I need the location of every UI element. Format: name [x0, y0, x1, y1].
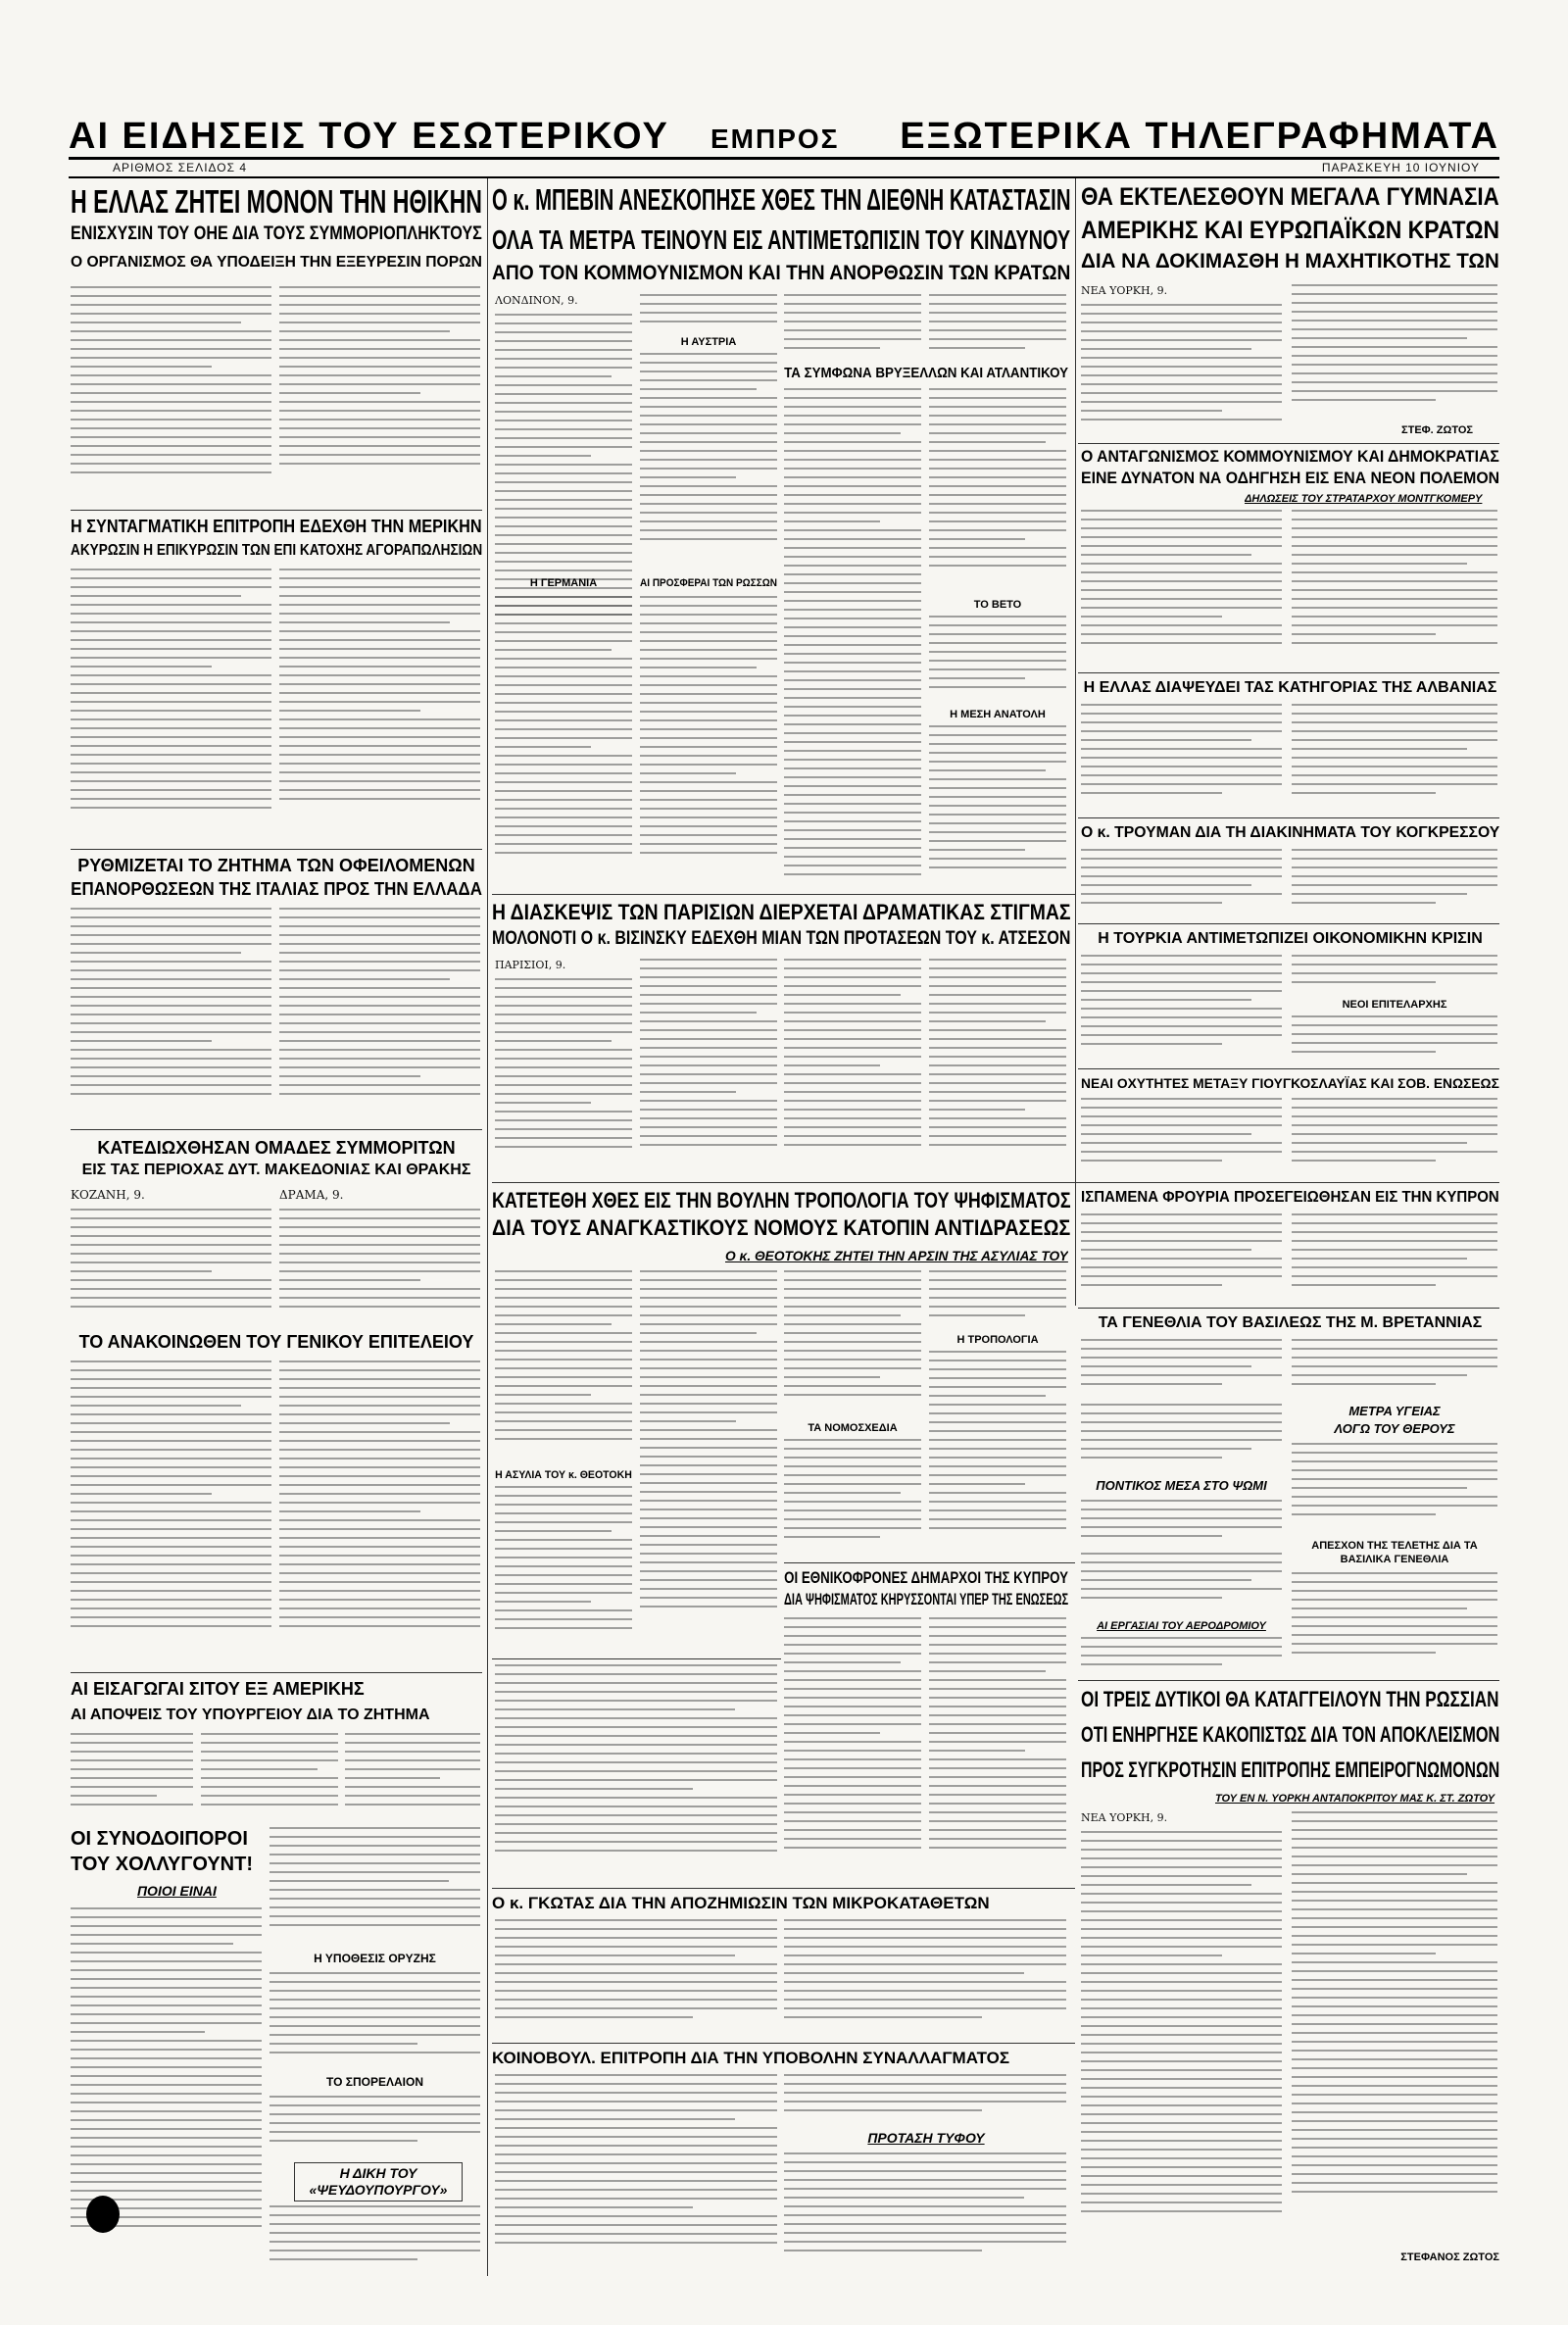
- article-text: [71, 1733, 193, 1821]
- dateline: ΔΡΑΜΑ, 9.: [279, 1188, 344, 1202]
- article-text: [1292, 510, 1497, 667]
- headline: ΟΛΑ ΤΑ ΜΕΤΡΑ ΤΕΙΝΟΥΝ ΕΙΣ ΑΝΤΙΜΕΤΩΠΙΣΙΝ ΤΟΥ ΚΙΝΔΥΝΟΥ: [492, 224, 1071, 255]
- headline: ΔΙΑ ΨΗΦΙΣΜΑΤΟΣ ΚΗΡΥΣΣΟΝΤΑΙ ΥΠΕΡ ΤΗΣ ΕΝΩΣΕΩΣ: [784, 1590, 1069, 1608]
- article-text: [495, 294, 632, 647]
- article-text: [784, 1919, 1066, 2037]
- article-text: [640, 959, 777, 1174]
- subheadline: ΛΟΓΩ ΤΟΥ ΘΕΡΟΥΣ: [1334, 1421, 1455, 1436]
- article-text: [1292, 1213, 1497, 1302]
- article-separator: [492, 894, 1075, 895]
- article-separator: [1078, 672, 1499, 673]
- article-text: [1292, 284, 1497, 421]
- headline: ΡΥΘΜΙΖΕΤΑΙ ΤΟ ΖΗΤΗΜΑ ΤΩΝ ΟΦΕΙΛΟΜΕΝΩΝ: [77, 856, 475, 875]
- headline: ΕΙΝΕ ΔΥΝΑΤΟΝ ΝΑ ΟΔΗΓΗΣΗ ΕΙΣ ΕΝΑ ΝΕΟΝ ΠΟΛΕΜΟΝ: [1081, 469, 1499, 487]
- article-text: [279, 1360, 480, 1664]
- article-text: [1081, 1500, 1282, 1549]
- article-text: [270, 1827, 480, 1945]
- headline: ΕΝΙΣΧΥΣΙΝ ΤΟΥ ΟΗΕ ΔΙΑ ΤΟΥΣ ΣΥΜΜΟΡΙΟΠΛΗΚΤΟΥΣ: [71, 223, 482, 244]
- article-text: [1292, 1015, 1497, 1064]
- author: ΣΤΕΦΑΝΟΣ ΖΩΤΟΣ: [1400, 2251, 1499, 2263]
- headline: ΕΠΑΝΟΡΘΩΣΕΩΝ ΤΗΣ ΙΤΑΛΙΑΣ ΠΡΟΣ ΤΗΝ ΕΛΛΑΔΑ: [71, 879, 482, 899]
- subheadline: Ο κ. ΘΕΟΤΟΚΗΣ ΖΗΤΕΙ ΤΗΝ ΑΡΣΙΝ ΤΗΣ ΑΣΥΛΙΑΣ ΤΟΥ: [725, 1248, 1068, 1263]
- headline: ΔΙΑ ΝΑ ΔΟΚΙΜΑΣΘΗ Η ΜΑΧΗΤΙΚΟΤΗΣ ΤΩΝ: [1081, 250, 1499, 272]
- headline: Ο κ. ΓΚΩΤΑΣ ΔΙΑ ΤΗΝ ΑΠΟΖΗΜΙΩΣΙΝ ΤΩΝ ΜΙΚΡΟΚΑΤΑΘΕΤΩΝ: [492, 1894, 990, 1912]
- article-text: [279, 1188, 480, 1325]
- article-text: [784, 2074, 1066, 2123]
- section-title-domestic: ΑΙ ΕΙΔΗΣΕΙΣ ΤΟΥ ΕΣΩΤΕΡΙΚΟΥ: [69, 116, 669, 157]
- headline: ΟΤΙ ΕΝΗΡΓΗΣΕ ΚΑΚΟΠΙΣΤΩΣ ΔΙΑ ΤΟΝ ΑΠΟΚΛΕΙΣΜΟΝ: [1081, 1722, 1500, 1747]
- subheadline: ΠΟΙΟΙ ΕΙΝΑΙ: [137, 1883, 217, 1899]
- headline: ΚΟΙΝΟΒΟΥΛ. ΕΠΙΤΡΟΠΗ ΔΙΑ ΤΗΝ ΥΠΟΒΟΛΗΝ ΣΥΝΑΛΛΑΓΜΑΤΟΣ: [492, 2049, 1010, 2067]
- article-text: [1081, 1213, 1282, 1302]
- subheadline: Η ΥΠΟΘΕΣΙΣ ΟΡΥΖΗΣ: [314, 1952, 436, 1965]
- article-text: [1081, 704, 1282, 812]
- article-text: [929, 616, 1066, 704]
- article-text: [495, 1486, 632, 1653]
- headline: ΕΙΣ ΤΑΣ ΠΕΡΙΟΧΑΣ ΔΥΤ. ΜΑΚΕΔΟΝΙΑΣ ΚΑΙ ΘΡΑΚΗΣ: [81, 1162, 471, 1178]
- article-separator: [492, 2043, 1075, 2044]
- headline: ΑΙ ΕΙΣΑΓΩΓΑΙ ΣΙΤΟΥ ΕΞ ΑΜΕΡΙΚΗΣ: [71, 1679, 365, 1699]
- headline: ΑΠΟ ΤΟΝ ΚΟΜΜΟΥΝΙΣΜΟΝ ΚΑΙ ΤΗΝ ΑΝΟΡΘΩΣΙΝ ΤΩΝ ΚΡΑΤΩΝ: [492, 262, 1071, 284]
- headline: Η ΕΛΛΑΣ ΔΙΑΨΕΥΔΕΙ ΤΑΣ ΚΑΤΗΓΟΡΙΑΣ ΤΗΣ ΑΛΒΑΝΙΑΣ: [1083, 679, 1497, 696]
- article-text: [1292, 849, 1497, 917]
- article-text: [270, 2205, 480, 2270]
- headline: ΟΙ ΤΡΕΙΣ ΔΥΤΙΚΟΙ ΘΑ ΚΑΤΑΓΓΕΙΛΟΥΝ ΤΗΝ ΡΩΣΣΙΑΝ: [1081, 1687, 1499, 1711]
- headline: ΤΟ ΑΝΑΚΟΙΝΩΘΕΝ ΤΟΥ ΓΕΝΙΚΟΥ ΕΠΙΤΕΛΕΙΟΥ: [78, 1332, 474, 1352]
- dateline: ΝΕΑ ΥΟΡΚΗ, 9.: [1081, 284, 1168, 297]
- article-separator: [1078, 923, 1499, 924]
- article-text: [784, 2152, 1066, 2270]
- headline: ΔΙΑ ΤΟΥΣ ΑΝΑΓΚΑΣΤΙΚΟΥΣ ΝΟΜΟΥΣ ΚΑΤΟΠΙΝ ΑΝΤΙΔΡΑΣΕΩΣ: [492, 1215, 1070, 1240]
- headline: Η ΣΥΝΤΑΓΜΑΤΙΚΗ ΕΠΙΤΡΟΠΗ ΕΔΕΧΘΗ ΤΗΝ ΜΕΡΙΚΗΝ: [71, 517, 482, 536]
- boxed-headline: [294, 2162, 463, 2201]
- section-title-foreign: ΕΞΩΤΕΡΙΚΑ ΤΗΛΕΓΡΑΦΗΜΑΤΑ: [900, 116, 1499, 157]
- article-text: [1292, 1098, 1497, 1176]
- article-separator: [1078, 1068, 1499, 1069]
- article-text: [1081, 284, 1282, 441]
- article-separator: [492, 1182, 1499, 1183]
- page-number: ΑΡΙΘΜΟΣ ΣΕΛΙΔΟΣ 4: [113, 161, 248, 174]
- article-separator: [784, 1562, 1075, 1563]
- subheadline: ΤΑ ΣΥΜΦΩΝΑ ΒΡΥΞΕΛΛΩΝ ΚΑΙ ΑΤΛΑΝΤΙΚΟΥ: [784, 365, 1069, 381]
- subheadline: Η ΔΙΚΗ ΤΟΥ «ΨΕΥΔΟΥΠΟΥΡΓΟΥ»: [309, 2165, 448, 2198]
- article-text: [495, 1919, 777, 2037]
- column-divider: [1075, 178, 1076, 1306]
- dateline: ΝΕΑ ΥΟΡΚΗ, 9.: [1081, 1811, 1168, 1824]
- article-text: [784, 1617, 921, 1882]
- subheadline: ΠΡΟΤΑΣΗ ΤΥΦΟΥ: [867, 2130, 985, 2146]
- article-separator: [1078, 817, 1499, 818]
- article-text: [929, 1270, 1066, 1329]
- masthead-rule-bottom: [69, 176, 1499, 178]
- article-text: [279, 286, 480, 502]
- headline: ΚΑΤΕΤΕΘΗ ΧΘΕΣ ΕΙΣ ΤΗΝ ΒΟΥΛΗΝ ΤΡΟΠΟΛΟΓΙΑ ΤΟΥ ΨΗΦΙΣΜΑΤΟΣ: [492, 1188, 1071, 1212]
- article-text: [640, 294, 777, 333]
- subheadline: ΑΙ ΠΡΟΣΦΕΡΑΙ ΤΩΝ ΡΩΣΣΩΝ: [640, 577, 777, 589]
- article-text: [929, 959, 1066, 1174]
- article-text: [1292, 704, 1497, 812]
- headline: Η ΕΛΛΑΣ ΖΗΤΕΙ ΜΟΝΟΝ ΤΗΝ ΗΘΙΚΗΝ: [71, 184, 482, 220]
- article-text: [929, 1617, 1066, 1882]
- subheadline: Η ΤΡΟΠΟΛΟΓΙΑ: [956, 1334, 1039, 1346]
- article-text: [1292, 1339, 1497, 1398]
- article-text: [1081, 849, 1282, 917]
- article-text: [1292, 1443, 1497, 1531]
- article-text: [929, 294, 1066, 363]
- article-text: [1081, 1637, 1282, 1676]
- article-text: [1081, 1404, 1282, 1472]
- subheadline: ΤΑ ΝΟΜΟΣΧΕΔΙΑ: [808, 1422, 898, 1434]
- headline: Ο κ. ΜΠΕΒΙΝ ΑΝΕΣΚΟΠΗΣΕ ΧΘΕΣ ΤΗΝ ΔΙΕΘΝΗ ΚΑΤΑΣΤΑΣΙΝ: [492, 182, 1071, 217]
- article-separator: [71, 849, 482, 850]
- subheadline: ΠΟΝΤΙΚΟΣ ΜΕΣΑ ΣΤΟ ΨΩΜΙ: [1096, 1478, 1267, 1493]
- subheadline: ΑΠΕΣΧΟΝ ΤΗΣ ΤΕΛΕΤΗΣ ΔΙΑ ΤΑ ΒΑΣΙΛΙΚΑ ΓΕΝΕΘΛΙΑ: [1311, 1540, 1478, 1565]
- article-text: [1081, 1553, 1282, 1611]
- article-text: [929, 388, 1066, 594]
- headline: ΟΙ ΕΘΝΙΚΟΦΡΟΝΕΣ ΔΗΜΑΡΧΟΙ ΤΗΣ ΚΥΠΡΟΥ: [784, 1568, 1068, 1587]
- article-text: [640, 353, 777, 569]
- headline: ΑΙ ΑΠΟΨΕΙΣ ΤΟΥ ΥΠΟΥΡΓΕΙΟΥ ΔΙΑ ΤΟ ΖΗΤΗΜΑ: [71, 1707, 430, 1723]
- article-text: [201, 1733, 338, 1821]
- article-text: [71, 569, 271, 843]
- subheadline: ΔΗΛΩΣΕΙΣ ΤΟΥ ΣΤΡΑΤΑΡΧΟΥ ΜΟΝΤΓΚΟΜΕΡΥ: [1245, 493, 1483, 505]
- article-separator: [71, 1672, 482, 1673]
- headline: ΑΚΥΡΩΣΙΝ Η ΕΠΙΚΥΡΩΣΙΝ ΤΩΝ ΕΠΙ ΚΑΤΟΧΗΣ ΑΓΟΡΑΠΩΛΗΣΙΩΝ: [71, 542, 482, 559]
- dateline: ΛΟΝΔΙΝΟΝ, 9.: [495, 294, 578, 307]
- headline: ΟΙ ΣΥΝΟΔΟΙΠΟΡΟΙ: [71, 1828, 248, 1850]
- article-text: [1292, 955, 1497, 994]
- article-text: [495, 1270, 632, 1466]
- article-text: [71, 1188, 271, 1325]
- article-text: [929, 1351, 1066, 1557]
- article-text: [784, 388, 921, 890]
- article-text: [270, 1972, 480, 2070]
- article-text: [345, 1733, 480, 1821]
- article-text: [279, 908, 480, 1123]
- article-text: [784, 1270, 921, 1417]
- subheadline: Η ΓΕΡΜΑΝΙΑ: [529, 577, 598, 589]
- article-text: [640, 596, 777, 890]
- article-text: [71, 1360, 271, 1664]
- article-text: [1081, 1339, 1282, 1398]
- subheadline: ΤΟ ΒΕΤΟ: [973, 599, 1022, 611]
- headline: ΜΟΛΟΝΟΤΙ Ο κ. ΒΙΣΙΝΣΚΥ ΕΔΕΧΘΗ ΜΙΑΝ ΤΩΝ ΠΡΟΤΑΣΕΩΝ ΤΟΥ κ. ΑΤΣΕΣΟΝ: [492, 928, 1071, 949]
- subheadline: ΑΙ ΕΡΓΑΣΙΑΙ ΤΟΥ ΑΕΡΟΔΡΟΜΙΟΥ: [1097, 1620, 1266, 1632]
- article-separator: [1078, 1308, 1499, 1309]
- headline: ΝΕΑΙ ΟΧΥΤΗΤΕΣ ΜΕΤΑΞΥ ΓΙΟΥΓΚΟΣΛΑΥΪΑΣ ΚΑΙ ΣΟΒ. ΕΝΩΣΕΩΣ: [1081, 1075, 1499, 1091]
- article-text: [1292, 1572, 1497, 1676]
- article-text: [640, 1270, 777, 1653]
- article-text: [784, 959, 921, 1174]
- article-text: [1292, 1811, 1497, 2243]
- issue-date: ΠΑΡΑΣΚΕΥΗ 10 ΙΟΥΝΙΟΥ: [1321, 161, 1480, 174]
- author: ΣΤΕΦ. ΖΩΤΟΣ: [1401, 424, 1474, 436]
- newspaper-name: ΕΜΠΡΟΣ: [710, 124, 840, 154]
- dateline: ΚΟΖΑΝΗ, 9.: [71, 1188, 145, 1202]
- headline: ΙΣΠΑΜΕΝΑ ΦΡΟΥΡΙΑ ΠΡΟΣΕΓΕΙΩΘΗΣΑΝ ΕΙΣ ΤΗΝ ΚΥΠΡΟΝ: [1081, 1189, 1499, 1206]
- subheadline: ΜΕΤΡΑ ΥΓΕΙΑΣ: [1348, 1404, 1441, 1418]
- subheadline: ΤΟΥ ΕΝ Ν. ΥΟΡΚΗ ΑΝΤΑΠΟΚΡΙΤΟΥ ΜΑΣ Κ. ΣΤ. ΖΩΤΟΥ: [1215, 1793, 1495, 1805]
- article-text: [784, 294, 921, 363]
- headline: Ο ΟΡΓΑΝΙΣΜΟΣ ΘΑ ΥΠΟΔΕΙΞΗ ΤΗΝ ΕΞΕΥΡΕΣΙΝ ΠΟΡΩΝ: [71, 254, 482, 271]
- article-text: [71, 286, 271, 502]
- article-separator: [1078, 1680, 1499, 1681]
- article-text: [929, 725, 1066, 890]
- headline: ΘΑ ΕΚΤΕΛΕΣΘΟΥΝ ΜΕΓΑΛΑ ΓΥΜΝΑΣΙΑ: [1081, 183, 1499, 211]
- article-text: [1081, 510, 1282, 667]
- article-text: [495, 596, 632, 890]
- subheadline: Η ΑΥΣΤΡΙΑ: [680, 336, 737, 348]
- article-separator: [1078, 443, 1499, 444]
- article-text: [71, 908, 271, 1123]
- headline: ΚΑΤΕΔΙΩΧΘΗΣΑΝ ΟΜΑΔΕΣ ΣΥΜΜΟΡΙΤΩΝ: [97, 1138, 456, 1158]
- dateline: ΠΑΡΙΣΙΟΙ, 9.: [495, 959, 566, 971]
- article-text: [495, 1664, 777, 1880]
- subheadline: ΝΕΟΙ ΕΠΙΤΕΛΑΡΧΗΣ: [1342, 999, 1447, 1011]
- headline: Ο ΑΝΤΑΓΩΝΙΣΜΟΣ ΚΟΜΜΟΥΝΙΣΜΟΥ ΚΑΙ ΔΗΜΟΚΡΑΤΙΑΣ: [1081, 447, 1499, 466]
- article-text: [784, 1439, 921, 1557]
- article-text: [495, 2074, 777, 2270]
- subheadline: Η ΑΣΥΛΙΑ ΤΟΥ κ. ΘΕΟΤΟΚΗ: [495, 1469, 632, 1481]
- headline: ΠΡΟΣ ΣΥΓΚΡΟΤΗΣΙΝ ΕΠΙΤΡΟΠΗΣ ΕΜΠΕΙΡΟΓΝΩΜΟΝΩΝ: [1081, 1757, 1499, 1782]
- ink-blot: [86, 2196, 120, 2233]
- article-text: [279, 569, 480, 843]
- article-separator: [71, 510, 482, 511]
- headline: ΤΟΥ ΧΟΛΛΥΓΟΥΝΤ!: [71, 1854, 253, 1875]
- article-text: [495, 959, 632, 1174]
- article-text: [1081, 955, 1282, 1063]
- headline: ΤΑ ΓΕΝΕΘΛΙΑ ΤΟΥ ΒΑΣΙΛΕΩΣ ΤΗΣ Μ. ΒΡΕΤΑΝΝΙΑΣ: [1098, 1314, 1483, 1331]
- headline: Η ΔΙΑΣΚΕΨΙΣ ΤΩΝ ΠΑΡΙΣΙΩΝ ΔΙΕΡΧΕΤΑΙ ΔΡΑΜΑΤΙΚΑΣ ΣΤΙΓΜΑΣ: [492, 900, 1071, 924]
- headline: Ο κ. ΤΡΟΥΜΑΝ ΔΙΑ ΤΗ ΔΙΑΚΙΝΗΜΑΤΑ ΤΟΥ ΚΟΓΚΡΕΣΣΟΥ: [1081, 824, 1500, 841]
- column-divider: [487, 178, 488, 2276]
- subheadline: ΤΟ ΣΠΟΡΕΛΑΙΟΝ: [326, 2075, 423, 2089]
- article-separator: [492, 1888, 1075, 1889]
- headline: ΑΜΕΡΙΚΗΣ ΚΑΙ ΕΥΡΩΠΑΪΚΩΝ ΚΡΑΤΩΝ: [1081, 217, 1499, 244]
- headline: Η ΤΟΥΡΚΙΑ ΑΝΤΙΜΕΤΩΠΙΖΕΙ ΟΙΚΟΝΟΜΙΚΗΝ ΚΡΙΣΙΝ: [1098, 930, 1483, 947]
- article-separator: [71, 1129, 482, 1130]
- article-text: [270, 2096, 480, 2154]
- article-separator: [492, 1658, 781, 1659]
- masthead-rule: [69, 157, 1499, 160]
- subheadline: Η ΜΕΣΗ ΑΝΑΤΟΛΗ: [950, 709, 1046, 720]
- article-text: [1081, 1811, 1282, 2243]
- article-text: [1081, 1098, 1282, 1176]
